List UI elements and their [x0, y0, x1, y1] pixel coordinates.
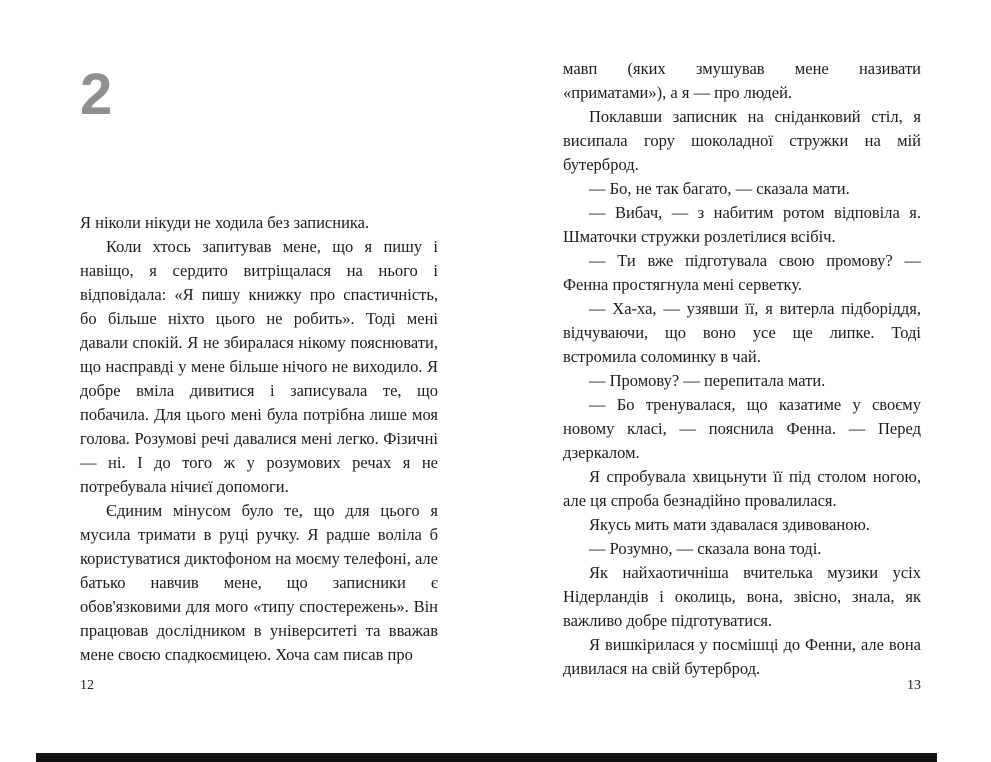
bottom-edge-bar	[36, 753, 937, 762]
page-number-left: 12	[80, 678, 94, 693]
paragraph: Коли хтось запитував мене, що я пишу і навіщо, я сердито витріщалася на нього і відповідала: «Я пишу книжку про спастичність, бо більше ніхто цього не робить». Тоді мені давали спокій. Я не збиралася нікому пояснювати, що насправді у мене більше нічого не виходило. Я добре вміла дивитися і записувала те, що побачила. Для цього мені була потрібна лише моя голова. Розумові речі давалися мені легко. Фізичні — ні. І до того ж у розумових речах я не потребувала нічиєї допомоги.	[80, 237, 438, 496]
paragraph: — Бо, не так багато, — сказала мати.	[589, 179, 850, 198]
paragraph: Я вишкірилася у посмішці до Фенни, але вона дивилася на свій бутерброд.	[563, 635, 921, 678]
chapter-number: 2	[80, 62, 113, 127]
paragraph: Єдиним мінусом було те, що для цього я мусила тримати в руці ручку. Я радше воліла б користуватися диктофоном на моєму телефоні, але батько навчив мене, що записники є обов'язковими для мого «типу спостережень». Він працював дослідником в університеті та вважав мене своєю спадкоємицею. Хоча сам писав про	[80, 501, 438, 664]
paragraph: Як найхаотичніша вчителька музики усіх Нідерландів і околиць, вона, звісно, знала, як важливо добре підготуватися.	[563, 563, 921, 630]
paragraph: Якусь мить мати здавалася здивованою.	[589, 515, 870, 534]
paragraph: мавп (яких змушував мене називати «приматами»), а я — про людей.	[563, 59, 921, 102]
left-page-text	[80, 211, 438, 667]
paragraph: — Бо тренувалася, що казатиме у своєму новому класі, — пояснила Фенна. — Перед дзеркалом.	[563, 395, 921, 462]
left-page	[80, 62, 438, 667]
paragraph: Поклавши записник на сніданковий стіл, я висипала гору шоколадної стружки на мій бутерброд.	[563, 107, 921, 174]
page-number-right: 13	[907, 678, 921, 693]
paragraph: — Вибач, — з набитим ротом відповіла я. Шматочки стружки розлетілися всібіч.	[563, 203, 921, 246]
paragraph: — Ти вже підготувала свою промову? — Фенна простягнула мені серветку.	[563, 251, 921, 294]
paragraph: — Розумно, — сказала вона тоді.	[589, 539, 822, 558]
paragraph: Я спробувала хвицьнути її під столом ногою, але ця спроба безнадійно провалилася.	[563, 467, 921, 510]
paragraph: — Ха-ха, — узявши її, я витерла підборіддя, відчуваючи, що воно усе ще липке. Тоді встромила соломинку в чай.	[563, 299, 921, 366]
right-page-text	[563, 57, 921, 681]
paragraph: Я ніколи нікуди не ходила без записника.	[80, 213, 370, 232]
right-page	[563, 57, 921, 681]
paragraph: — Промову? — перепитала мати.	[589, 371, 826, 390]
